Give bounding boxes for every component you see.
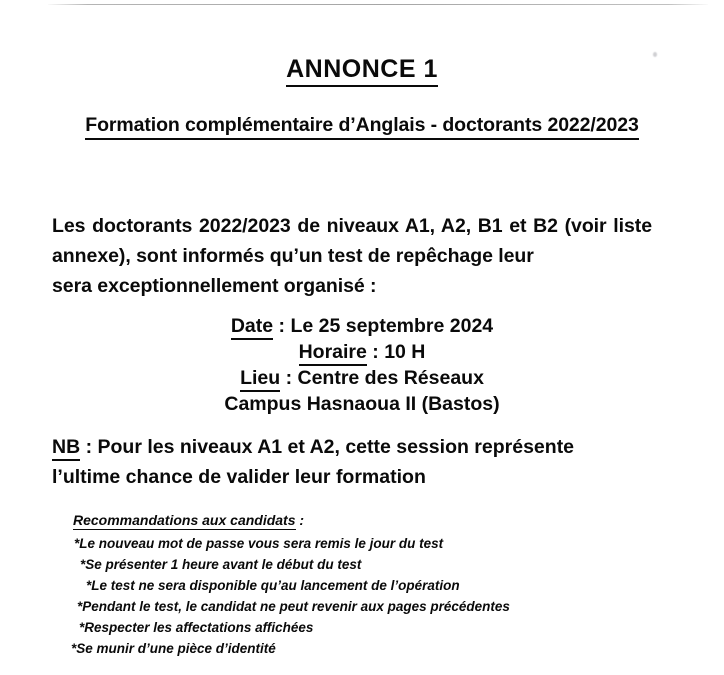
recommendations-list <box>0 533 724 659</box>
event-detail-date-label: Date <box>231 315 273 340</box>
scan-edge-line <box>48 4 708 5</box>
recommendations-block <box>0 512 724 659</box>
event-detail-time-label: Horaire <box>299 341 367 366</box>
event-detail-date-separator: : <box>273 315 291 337</box>
event-detail-place-label: Lieu <box>240 367 280 392</box>
event-detail-date <box>0 313 724 339</box>
event-detail-place <box>0 365 724 391</box>
event-detail-campus <box>0 391 724 417</box>
recommendations-heading-suffix: : <box>295 512 305 528</box>
event-detail-time-separator: : <box>366 341 385 363</box>
announcement-body-last-line: sera exceptionnellement organisé : <box>52 275 377 297</box>
page-subtitle <box>0 114 724 137</box>
page-subtitle-text: Formation complémentaire d’Anglais - doctorants 2022/2023 <box>85 114 638 140</box>
list-item: *Se présenter 1 heure avant le début du test <box>80 557 362 572</box>
event-details-block <box>0 313 724 417</box>
nb-text: Pour les niveaux A1 et A2, cette session représente <box>97 436 575 458</box>
event-detail-time-value: 10 H <box>384 341 426 363</box>
recommendations-heading-text: Recommandations aux candidats <box>73 512 296 528</box>
announcement-body-text: Les doctorants 2022/2023 de niveaux A1, A2, B1 et B2 (voir liste annexe), sont informés qu’un test de repêchage leur <box>52 215 652 267</box>
event-detail-date-value: Le 25 septembre 2024 <box>290 315 494 337</box>
list-item: *Se munir d’une pièce d’identité <box>71 641 276 656</box>
event-detail-campus-value: Campus Hasnaoua II (Bastos) <box>224 393 500 415</box>
event-detail-place-separator: : <box>280 367 298 389</box>
list-item: *Le test ne sera disponible qu’au lancement de l’opération <box>86 578 460 593</box>
announcement-body-paragraph <box>52 211 652 301</box>
nb-separator: : <box>80 436 98 458</box>
event-detail-place-value: Centre des Réseaux <box>297 367 484 389</box>
recommendations-heading <box>73 512 724 528</box>
nb-note-paragraph <box>52 432 652 492</box>
page-title <box>0 55 724 84</box>
page-title-text: ANNONCE 1 <box>286 55 438 87</box>
nb-last-line: l’ultime chance de valider leur formation <box>52 466 426 488</box>
list-item: *Respecter les affectations affichées <box>79 620 314 635</box>
list-item: *Pendant le test, le candidat ne peut revenir aux pages précédentes <box>77 599 510 614</box>
list-item: *Le nouveau mot de passe vous sera remis le jour du test <box>74 536 444 551</box>
nb-label: NB <box>52 436 80 461</box>
event-detail-time <box>0 339 724 365</box>
